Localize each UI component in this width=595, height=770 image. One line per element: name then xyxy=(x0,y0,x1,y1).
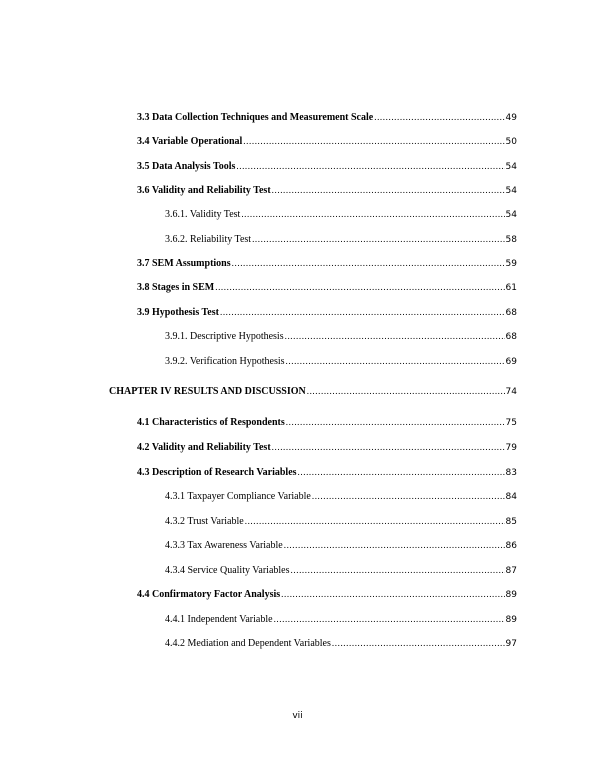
toc-entry xyxy=(137,588,517,601)
dot-leader xyxy=(285,330,505,342)
toc-entry-title: 3.9.1. Descriptive Hypothesis xyxy=(165,331,284,342)
toc-entry-page: 54 xyxy=(505,186,517,196)
toc-entry xyxy=(165,539,517,552)
dot-leader xyxy=(232,257,505,269)
toc-entry-title: 3.6 Validity and Reliability Test xyxy=(137,185,271,196)
toc-entry xyxy=(165,233,517,246)
dot-leader xyxy=(281,588,504,600)
toc-entry xyxy=(137,416,517,429)
toc-entry-page: 49 xyxy=(505,113,517,123)
toc-entry-title: 4.3.3 Tax Awareness Variable xyxy=(165,540,283,551)
toc-entry xyxy=(137,135,517,148)
dot-leader xyxy=(243,135,504,147)
toc-entry-page: 74 xyxy=(505,387,517,397)
toc-entry xyxy=(165,564,517,577)
toc-entry xyxy=(137,441,517,454)
toc-entry-title: 4.1 Characteristics of Respondents xyxy=(137,417,285,428)
toc-entry-page: 59 xyxy=(505,259,517,269)
toc-entry xyxy=(165,208,517,221)
toc-entry xyxy=(137,111,517,124)
toc-entry-page: 68 xyxy=(505,308,517,318)
toc-entry-page: 87 xyxy=(505,566,517,576)
dot-leader xyxy=(286,355,505,367)
toc-entry-page: 89 xyxy=(505,590,517,600)
toc-entry-title: 3.8 Stages in SEM xyxy=(137,282,215,293)
toc-entry-title: 4.3.2 Trust Variable xyxy=(165,516,244,527)
dot-leader xyxy=(332,637,505,649)
toc-entry xyxy=(137,306,517,319)
toc-entry-title: 4.2 Validity and Reliability Test xyxy=(137,442,271,453)
toc-entry xyxy=(165,355,517,368)
dot-leader xyxy=(245,515,505,527)
dot-leader xyxy=(252,233,504,245)
dot-leader xyxy=(272,184,505,196)
toc-entry-page: 61 xyxy=(505,283,517,293)
toc-entry-page: 86 xyxy=(505,541,517,551)
toc-entry-title: 4.4.1 Independent Variable xyxy=(165,614,273,625)
dot-leader xyxy=(284,539,505,551)
toc-entry xyxy=(137,281,517,294)
toc-entry-title: 3.4 Variable Operational xyxy=(137,136,243,147)
toc-entry-page: 58 xyxy=(505,235,517,245)
toc-entry-page: 84 xyxy=(505,492,517,502)
toc-entry-page: 97 xyxy=(505,639,517,649)
toc-entry-page: 75 xyxy=(505,418,517,428)
dot-leader xyxy=(286,416,505,428)
toc-entry-title: 4.4 Confirmatory Factor Analysis xyxy=(137,589,281,600)
dot-leader xyxy=(374,111,504,123)
dot-leader xyxy=(291,564,505,576)
dot-leader xyxy=(241,208,504,220)
toc-entry xyxy=(137,257,517,270)
toc-entry xyxy=(165,330,517,343)
toc-entry-page: 85 xyxy=(505,517,517,527)
toc-entry-page: 69 xyxy=(505,357,517,367)
toc-entry-title: CHAPTER IV RESULTS AND DISCUSSION xyxy=(109,386,306,397)
toc-entry xyxy=(109,385,517,398)
dot-leader xyxy=(236,160,504,172)
toc-entry-title: 4.3.4 Service Quality Variables xyxy=(165,565,290,576)
toc-entry xyxy=(137,160,517,173)
toc-entry-title: 3.7 SEM Assumptions xyxy=(137,258,231,269)
dot-leader xyxy=(298,466,505,478)
toc-entry-page: 79 xyxy=(505,443,517,453)
toc-entry xyxy=(165,637,517,650)
dot-leader xyxy=(215,281,504,293)
toc-entry-title: 3.9 Hypothesis Test xyxy=(137,307,219,318)
toc-entry-title: 4.3.1 Taxpayer Compliance Variable xyxy=(165,491,311,502)
toc-entry xyxy=(165,490,517,503)
dot-leader xyxy=(220,306,505,318)
toc-entry xyxy=(165,613,517,626)
toc-entry xyxy=(165,515,517,528)
toc-entry-title: 3.6.1. Validity Test xyxy=(165,209,241,220)
toc-entry-title: 3.3 Data Collection Techniques and Measurement Scale xyxy=(137,112,374,123)
toc-entry-title: 4.4.2 Mediation and Dependent Variables xyxy=(165,638,331,649)
toc-entry-page: 89 xyxy=(505,615,517,625)
toc-entry-page: 68 xyxy=(505,332,517,342)
toc-entry-page: 83 xyxy=(505,468,517,478)
dot-leader xyxy=(272,441,505,453)
toc-entry-page: 50 xyxy=(505,137,517,147)
toc-entry-page: 54 xyxy=(505,162,517,172)
dot-leader xyxy=(274,613,505,625)
page-number: vii xyxy=(292,711,303,721)
toc-entry-title: 3.9.2. Verification Hypothesis xyxy=(165,356,285,367)
toc-entry-page: 54 xyxy=(505,210,517,220)
dot-leader xyxy=(307,385,505,397)
dot-leader xyxy=(312,490,505,502)
toc-entry-title: 4.3 Description of Research Variables xyxy=(137,467,297,478)
toc-entry-title: 3.5 Data Analysis Tools xyxy=(137,161,236,172)
toc-entry xyxy=(137,184,517,197)
toc-entry xyxy=(137,466,517,479)
toc-entry-title: 3.6.2. Reliability Test xyxy=(165,234,252,245)
